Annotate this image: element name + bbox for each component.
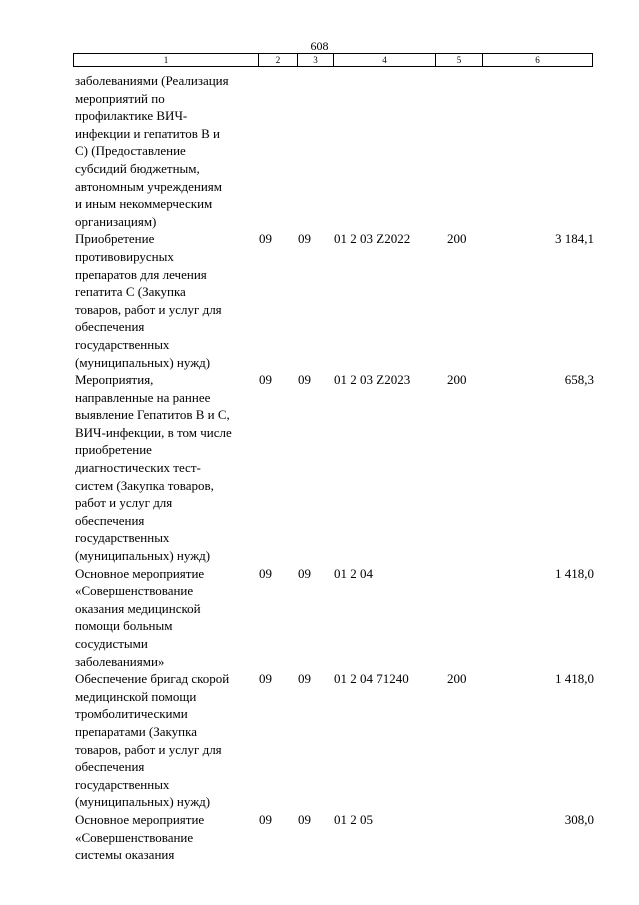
row-section: 09	[259, 671, 272, 687]
row-section: 09	[259, 372, 272, 388]
table-row	[75, 72, 595, 230]
header-col-2: 2	[259, 54, 298, 66]
header-col-3: 3	[298, 54, 334, 66]
row-amount: 658,3	[564, 372, 594, 388]
row-target-code: 01 2 04 71240	[334, 671, 409, 687]
row-subsection: 09	[298, 671, 311, 687]
table-row	[75, 230, 595, 371]
table-header	[73, 53, 593, 67]
row-subsection: 09	[298, 565, 311, 581]
table-row	[75, 565, 595, 671]
row-section: 09	[259, 811, 272, 827]
row-expense-type: 200	[447, 231, 467, 247]
row-expense-type: 200	[447, 372, 467, 388]
row-description: Основное мероприятие «Совершенствование оказания медицинской помощи больным сосудистыми заболеваниями»	[75, 565, 205, 669]
row-amount: 3 184,1	[555, 231, 594, 247]
row-section: 09	[259, 565, 272, 581]
row-description: Приобретение противовирусных препаратов для лечения гепатита С (Закупка товаров, работ и услуг для обеспечения государственных (муниципальных) нужд)	[75, 231, 222, 370]
header-col-5: 5	[436, 54, 483, 66]
row-target-code: 01 2 05	[334, 811, 373, 827]
table-row	[75, 811, 595, 864]
header-col-6: 6	[535, 55, 540, 65]
row-target-code: 01 2 03 Z2023	[334, 372, 411, 388]
header-col-1: 1	[74, 54, 259, 66]
page-number: 608	[310, 39, 329, 53]
table-row	[75, 371, 595, 565]
row-amount: 308,0	[564, 811, 594, 827]
row-amount: 1 418,0	[555, 565, 594, 581]
row-target-code: 01 2 03 Z2022	[334, 231, 411, 247]
table-row	[75, 670, 595, 811]
row-description: Мероприятия, направленные на раннее выявление Гепатитов В и С, ВИЧ-инфекции, в том числе приобретение диагностических тест- систем (Закупка товаров, работ и услуг для обеспечения государственных (муниципальных) нужд)	[75, 372, 232, 564]
table-body	[75, 72, 595, 864]
header-col-4: 4	[334, 54, 436, 66]
row-description: Обеспечение бригад скорой медицинской помощи тромболитическими препаратами (Закупка товаров, работ и услуг для обеспечения государственных (муниципальных) нужд)	[75, 671, 230, 810]
row-amount: 1 418,0	[555, 671, 594, 687]
row-subsection: 09	[298, 372, 311, 388]
row-description: Основное мероприятие «Совершенствование системы оказания	[75, 811, 205, 863]
row-expense-type: 200	[447, 671, 467, 687]
row-subsection: 09	[298, 231, 311, 247]
row-section: 09	[259, 231, 272, 247]
row-target-code: 01 2 04	[334, 565, 373, 581]
row-subsection: 09	[298, 811, 311, 827]
row-description: заболеваниями (Реализация мероприятий по профилактике ВИЧ- инфекции и гепатитов В и С) (Предоставление субсидий бюджетным, автономным учреждениям и иным некоммерческим организациям)	[75, 73, 229, 229]
